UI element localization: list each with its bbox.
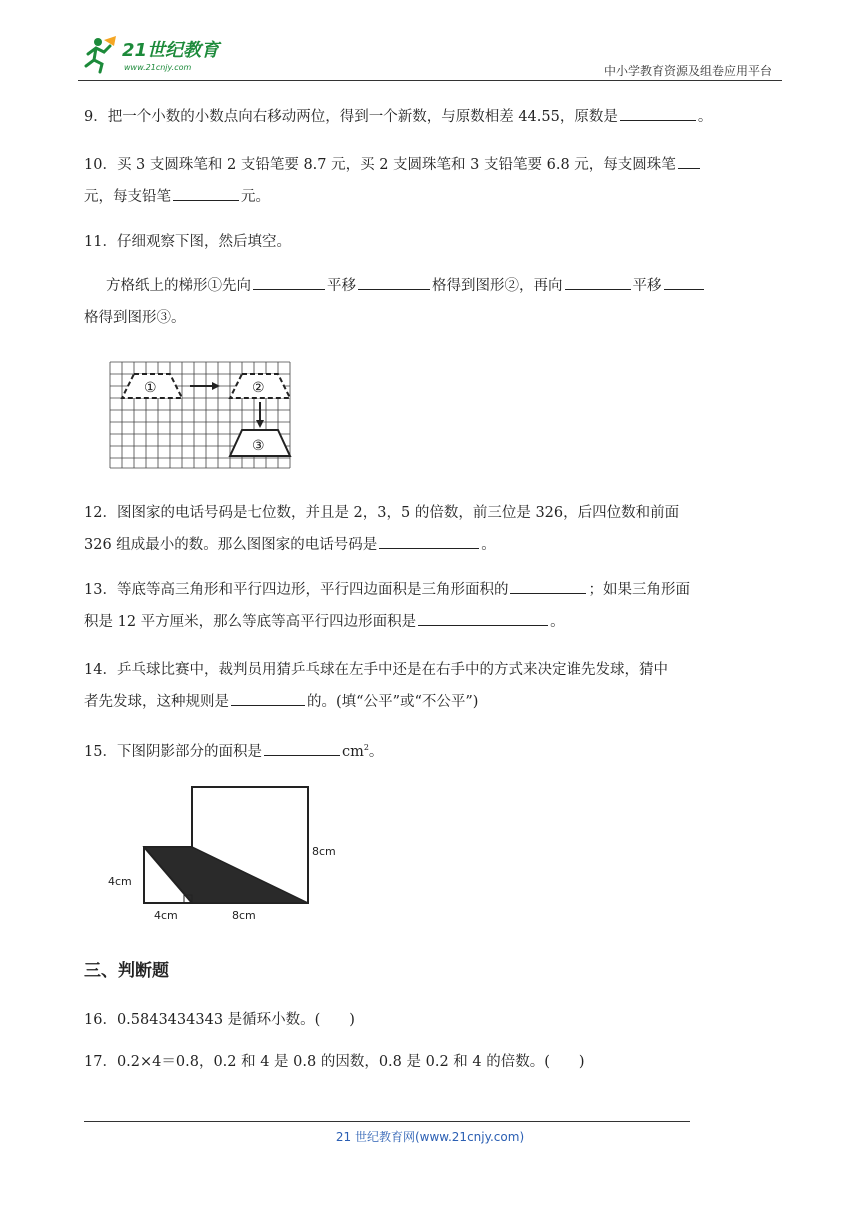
label-left-4cm: 4cm [108, 875, 132, 888]
q10-blank-pen[interactable] [678, 152, 700, 169]
q14-text-a: 14．乒乓球比赛中，裁判员用猜乒乓球在左手中还是在右手中的方式来决定谁先发球，猜中 [84, 662, 668, 678]
q11-text-e: 格得到图形③。 [84, 310, 186, 326]
logo-url-text: www.21cnjy.com [124, 63, 192, 72]
label-bottom-4cm: 4cm [154, 909, 178, 922]
trapezoid-2-label: ② [252, 380, 265, 396]
section-3-title: 三、判断题 [84, 961, 169, 981]
question-10 [84, 149, 784, 213]
logo [78, 34, 258, 74]
q10-text-c: 元。 [241, 189, 270, 205]
question-11-body [84, 270, 784, 334]
q11-text-b: 平移 [327, 278, 356, 294]
question-9 [84, 101, 784, 133]
q14-blank[interactable] [231, 689, 305, 706]
question-13 [84, 574, 784, 638]
q13-text-d: 。 [550, 614, 565, 630]
q14-text-b: 者先发球，这种规则是 [84, 694, 229, 710]
q13-blank-area[interactable] [418, 609, 548, 626]
q9-end: 。 [697, 109, 713, 125]
q12-text-c: 。 [481, 537, 496, 553]
q11-blank-dir2[interactable] [565, 273, 631, 290]
label-right-8cm: 8cm [312, 845, 336, 858]
question-17: 17．0.2×4＝0.8，0.2 和 4 是 0.8 的因数，0.8 是 0.2 和 4 的倍数。( ) [84, 1054, 585, 1070]
q12-blank[interactable] [379, 532, 479, 549]
question-16: 16．0.5843434343 是循环小数。( ) [84, 1012, 355, 1028]
q10-text-a: 10．买 3 支圆珠笔和 2 支铅笔要 8.7 元，买 2 支圆珠笔和 3 支铅笔要 6.8 元，每支圆珠笔 [84, 157, 676, 173]
trapezoid-3-label: ③ [252, 438, 265, 454]
q13-text-a: 13．等底等高三角形和平行四边形，平行四边面积是三角形面积的 [84, 582, 509, 598]
q10-text-b: 元，每支铅笔 [84, 189, 171, 205]
q13-text-b: ；如果三角形面 [588, 582, 690, 598]
header-divider [78, 80, 782, 81]
q11-blank-dir1[interactable] [253, 273, 325, 290]
q11-blank-num2[interactable] [664, 273, 704, 290]
logo-main-text: 21世纪教育 [122, 40, 220, 61]
q11-text-a: 方格纸上的梯形①先向 [106, 278, 251, 294]
q14-text-c: 的。(填“公平”或“不公平”) [307, 694, 479, 710]
question-12 [84, 497, 784, 561]
q15-text-a: 15．下图阴影部分的面积是 [84, 743, 262, 760]
q9-text: 9．把一个小数的小数点向右移动两位，得到一个新数，与原数相差 44.55，原数是 [84, 109, 618, 125]
q15-unit: cm [341, 743, 364, 760]
q15-blank[interactable] [264, 739, 340, 756]
trapezoid-1-label: ① [144, 380, 157, 396]
q11-title: 11．仔细观察下图，然后填空。 [84, 234, 291, 250]
q12-text-b: 326 组成最小的数。那么图图家的电话号码是 [84, 537, 378, 553]
question-11 [84, 226, 784, 258]
q13-blank-ratio[interactable] [510, 577, 586, 594]
q10-blank-pencil[interactable] [173, 184, 239, 201]
label-bottom-8cm: 8cm [232, 909, 256, 922]
runner-icon [86, 36, 116, 72]
q11-text-d: 平移 [632, 278, 662, 294]
q9-blank[interactable] [620, 104, 696, 121]
footer-link[interactable]: 21 世纪教育网(www.21cnjy.com) [335, 1130, 525, 1144]
question-15 [84, 732, 784, 768]
q15-text-b: 。 [368, 743, 384, 760]
q12-text-a: 12．图图家的电话号码是七位数，并且是 2，3，5 的倍数，前三位是 326，后四位数和前面 [84, 505, 680, 521]
grid-translation-figure [108, 360, 298, 470]
q15-unit-exponent: 2 [363, 743, 369, 752]
q11-text-c: 格得到图形②，再向 [432, 278, 563, 294]
shaded-area-figure [104, 785, 354, 925]
footer-divider [84, 1121, 690, 1122]
q13-text-c: 积是 12 平方厘米，那么等底等高平行四边形面积是 [84, 614, 417, 630]
question-14 [84, 654, 784, 718]
platform-label: 中小学教育资源及组卷应用平台 [603, 64, 772, 78]
q11-blank-num1[interactable] [358, 273, 430, 290]
